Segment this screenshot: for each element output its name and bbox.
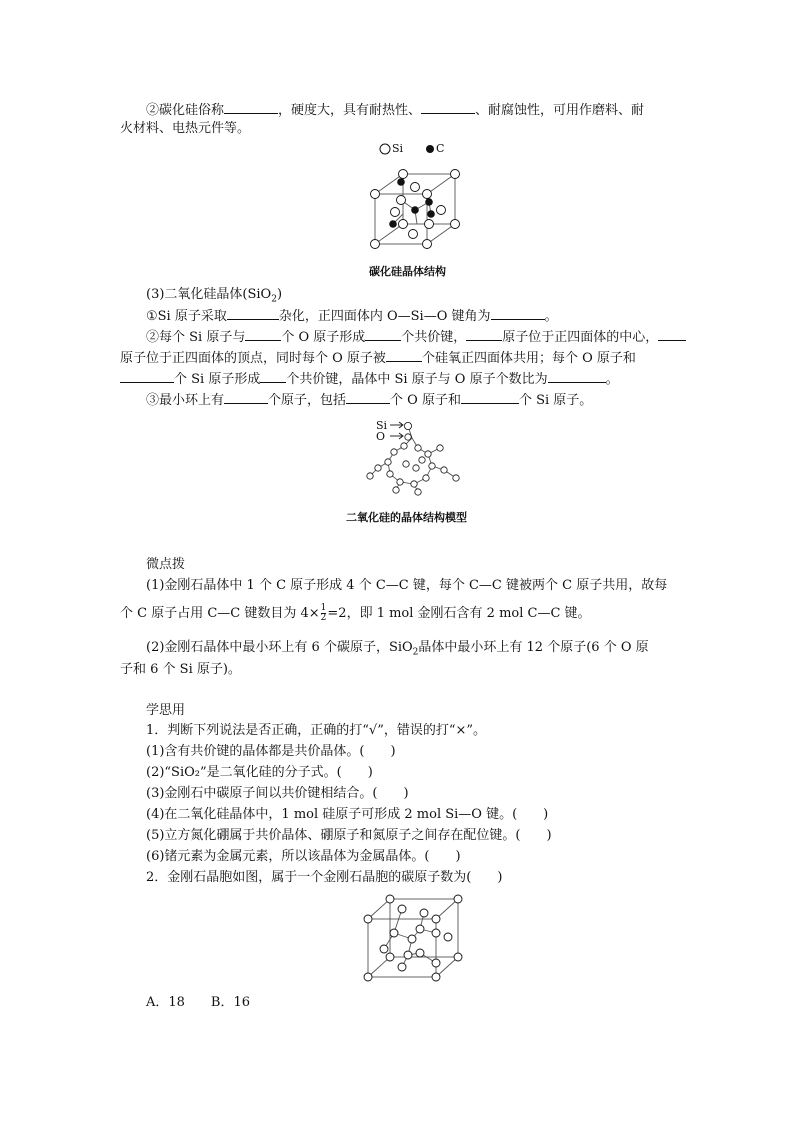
answer-blank[interactable]: [491, 307, 545, 320]
text: ③最小环上有: [146, 393, 225, 408]
figure-caption: 二氧化硅的晶体结构模型: [346, 511, 467, 524]
section-heading: [146, 287, 282, 308]
text: 、耐腐蚀性，可用作磨料、耐: [475, 103, 645, 118]
judge-item: (4)在二氧化硅晶体中，1 mol 硅原子可形成 2 mol Si—O 键。( ): [146, 807, 549, 822]
text: ②碳化硅俗称: [146, 103, 225, 118]
fraction: [321, 604, 327, 623]
text: 个 O 原子和: [390, 393, 461, 408]
judge-item: (3)金刚石中碳原子间以共价键相结合。( ): [146, 786, 409, 801]
tips-title: 微点拨: [146, 557, 186, 572]
sic-line-2: 火材料、电热元件等。: [120, 121, 251, 136]
text: 个共价键，: [401, 330, 467, 345]
text: 晶体中最小环上有 12 个原子(6 个 O 原: [418, 640, 649, 655]
answer-blank[interactable]: [346, 391, 390, 404]
sic-line-1: [146, 101, 644, 119]
legend-o-label: O: [376, 430, 386, 443]
text: 原子位于正四面体的中心，: [502, 330, 659, 345]
text: 杂化，正四面体内 O—Si—O 键角为: [278, 309, 491, 324]
answer-blank[interactable]: [461, 391, 519, 404]
text: 个 C 原子占用 C—C 键数目为 4×: [120, 606, 320, 621]
tips-line-2: [120, 604, 591, 623]
answer-blank[interactable]: [260, 370, 286, 383]
text: 。: [544, 309, 558, 324]
figure-caption: 碳化硅晶体结构: [369, 265, 446, 278]
answer-blank[interactable]: [386, 349, 422, 362]
judge-item: (5)立方氮化硼属于共价晶体、硼原子和氮原子之间存在配位键。( ): [146, 828, 552, 843]
tips-line-1: (1)金刚石晶体中 1 个 C 原子形成 4 个 C—C 键，每个 C—C 键被两个 C 原子共用，故每: [146, 578, 668, 593]
text: 个共价键，晶体中 Si 原子与 O 原子个数比为: [286, 372, 548, 387]
answer-blank[interactable]: [245, 328, 281, 341]
sio2-line-3: [120, 349, 636, 367]
answer-blank[interactable]: [224, 391, 268, 404]
answer-blank[interactable]: [365, 328, 401, 341]
text: 个硅氧正四面体共用；每个 O 原子和: [421, 351, 636, 366]
answer-blank[interactable]: [466, 328, 502, 341]
practice-title: 学思用: [146, 703, 186, 718]
question-2: 2．金刚石晶胞如图，属于一个金刚石晶胞的碳原子数为( ): [146, 870, 503, 885]
judge-item: (6)锗元素为金属元素，所以该晶体为金属晶体。( ): [146, 849, 461, 864]
sio2-line-4: [120, 370, 619, 388]
diamond-unit-cell-diagram: [360, 893, 470, 983]
text: 个 O 原子形成: [281, 330, 366, 345]
answer-blank[interactable]: [421, 101, 475, 114]
answer-blank[interactable]: [120, 370, 174, 383]
text: ①Si 原子采取: [146, 309, 227, 324]
text: =2，即 1 mol 金刚石含有 2 mol C—C 键。: [327, 606, 591, 621]
legend-c-label: C: [436, 142, 445, 155]
text: 个 Si 原子。: [518, 393, 593, 408]
answer-blank[interactable]: [227, 307, 279, 320]
judge-item: (1)含有共价键的晶体都是共价晶体。( ): [146, 744, 396, 759]
subscript: 2: [271, 294, 277, 305]
answer-blank[interactable]: [548, 370, 606, 383]
subscript: 2: [412, 647, 419, 658]
tips-line-4: 子和 6 个 Si 原子)。: [120, 662, 241, 677]
text: ): [276, 287, 283, 302]
fraction-numerator: 1: [320, 603, 327, 613]
text: ②每个 Si 原子与: [146, 330, 246, 345]
text: 原子位于正四面体的顶点，同时每个 O 原子被: [120, 351, 386, 366]
text: 个原子，包括: [268, 393, 347, 408]
text: 个 Si 原子形成: [174, 372, 261, 387]
tips-line-3: [146, 640, 649, 661]
fraction-denominator: 2: [320, 613, 327, 623]
judge-item: (2)“SiO₂”是二氧化硅的分子式。( ): [146, 765, 373, 780]
legend-si-label: Si: [392, 142, 404, 155]
answer-blank[interactable]: [658, 328, 686, 341]
text: ，硬度大，具有耐热性、: [278, 103, 422, 118]
answer-blank[interactable]: [224, 101, 278, 114]
sio2-line-1: [146, 307, 558, 325]
legend-si-label: Si: [376, 419, 388, 432]
text: (3)二氧化硅晶体(SiO: [146, 287, 272, 302]
text: (2)金刚石晶体中最小环上有 6 个碳原子，SiO: [146, 640, 413, 655]
sio2-line-2: [146, 328, 686, 346]
question-1: 1．判断下列说法是否正确，正确的打“√”，错误的打“×”。: [146, 723, 487, 738]
sio2-line-5: [146, 391, 592, 409]
text: 。: [605, 372, 619, 387]
answer-options: A．18 B．16: [146, 995, 251, 1010]
sic-crystal-diagram: [363, 142, 483, 254]
